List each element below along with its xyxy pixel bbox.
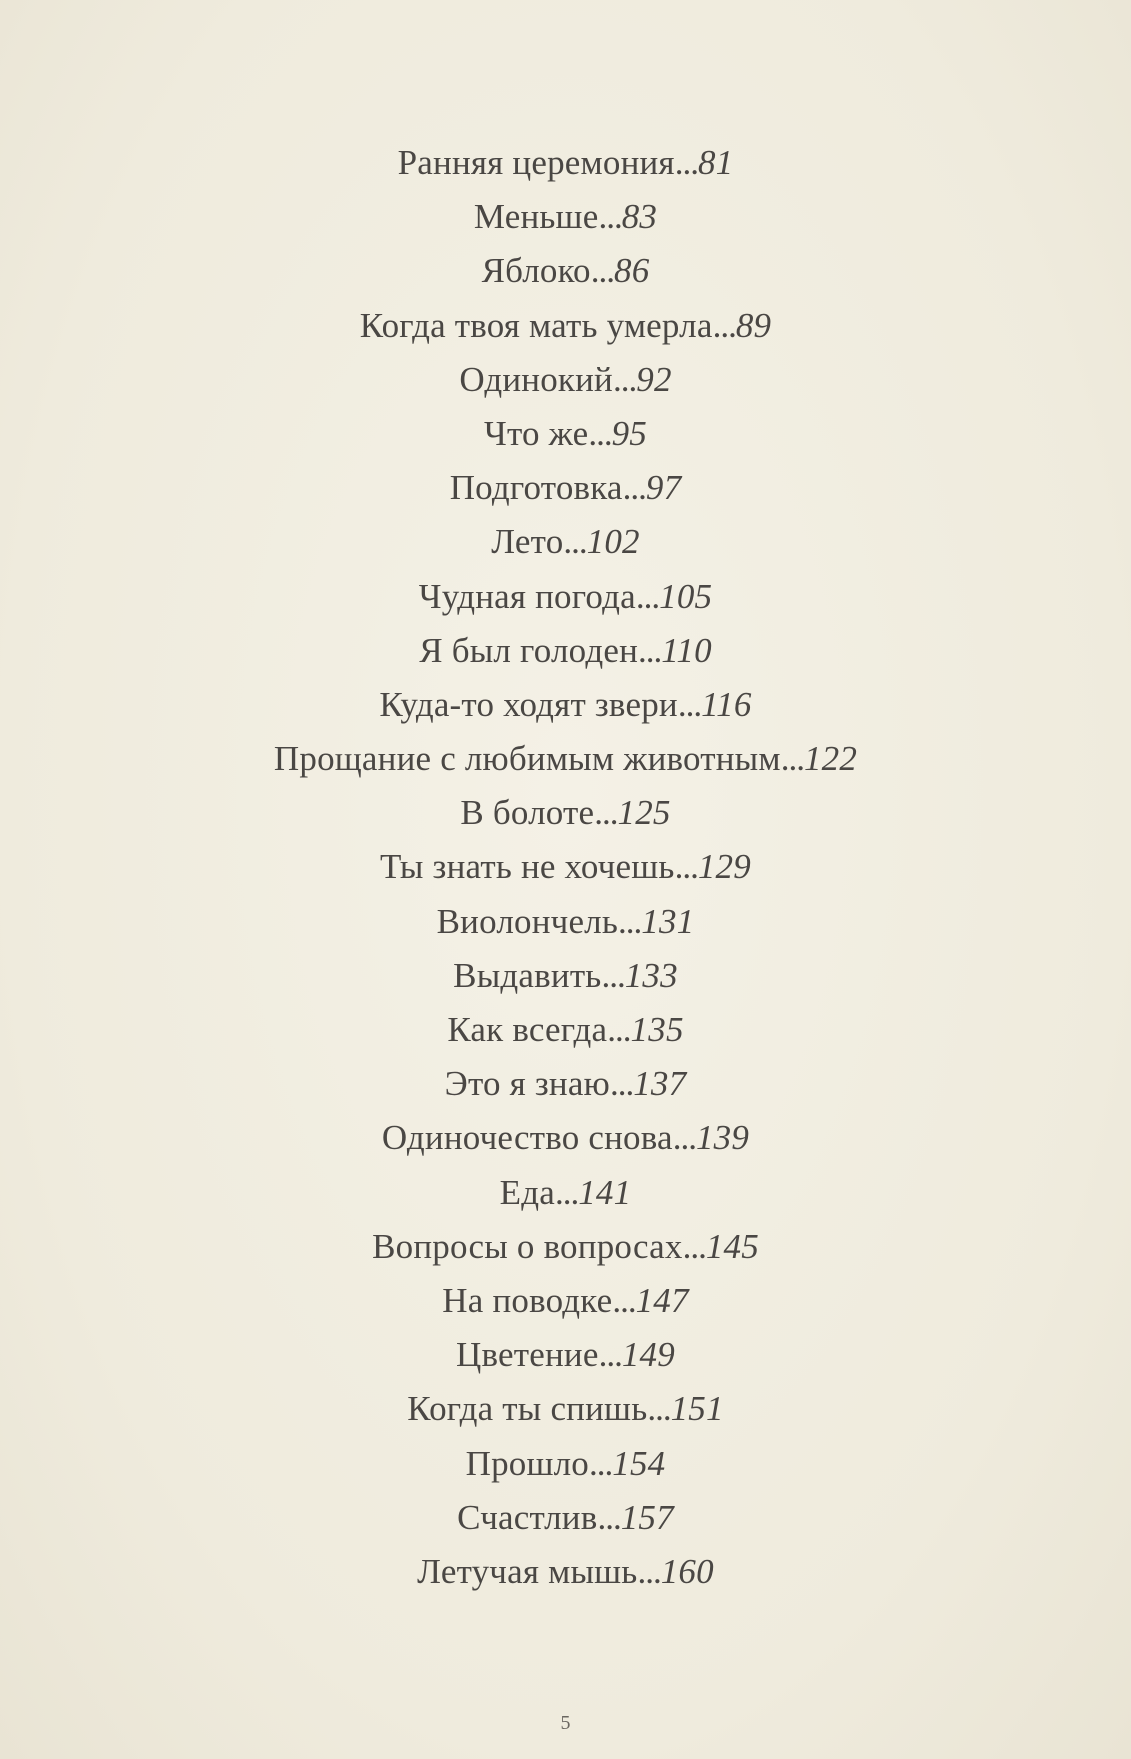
toc-leader: ... — [712, 305, 736, 345]
toc-entry — [0, 1382, 1131, 1436]
toc-entry-title: Когда твоя мать умерла — [359, 305, 713, 345]
toc-entry-title: Прощание с любимым животным — [273, 739, 781, 779]
toc-entry-page: 151 — [670, 1389, 724, 1429]
toc-entry-page: 157 — [620, 1497, 674, 1537]
toc-entry-title: Когда ты спишь — [407, 1389, 648, 1429]
toc-leader: ... — [635, 576, 660, 616]
toc-entry-title: Цветение — [456, 1335, 599, 1375]
toc-entry-title: Меньше — [473, 197, 599, 237]
toc-leader: ... — [597, 1497, 621, 1537]
toc-entry-title: Одинокий — [459, 359, 613, 399]
toc-leader: ... — [594, 793, 618, 833]
toc-entry-title: Вопросы о вопросах — [372, 1226, 683, 1266]
toc-entry-page: 97 — [645, 468, 682, 508]
toc-entry — [0, 1057, 1131, 1111]
toc-leader: ... — [618, 901, 642, 941]
toc-entry — [0, 407, 1131, 461]
toc-entry-title: Выдавить — [453, 955, 602, 995]
toc-leader: ... — [590, 251, 615, 291]
toc-leader: ... — [609, 1064, 634, 1104]
toc-leader: ... — [780, 739, 804, 779]
toc-entry-page: 160 — [660, 1551, 714, 1591]
toc-entry — [0, 732, 1131, 786]
toc-entry — [0, 1545, 1131, 1599]
toc-entry — [0, 244, 1131, 298]
toc-leader: ... — [554, 1172, 579, 1212]
toc-entry-page: 89 — [735, 305, 772, 345]
toc-entry-page: 92 — [636, 359, 672, 399]
toc-leader: ... — [598, 197, 622, 237]
toc-entry-title: В болоте — [460, 793, 595, 833]
toc-entry-title: Летучая мышь — [417, 1551, 638, 1591]
toc-entry-page: 105 — [659, 576, 713, 616]
toc-entry-title: Чудная погода — [418, 576, 636, 616]
toc-entry-page: 141 — [578, 1172, 632, 1212]
toc-entry-page: 102 — [586, 522, 640, 562]
toc-entry-title: Ты знать не хочешь — [380, 847, 675, 887]
toc-entry — [0, 570, 1131, 624]
toc-entry-title: На поводке — [442, 1280, 613, 1320]
toc-leader: ... — [674, 847, 698, 887]
table-of-contents — [0, 136, 1131, 1599]
toc-entry — [0, 1328, 1131, 1382]
toc-entry — [0, 949, 1131, 1003]
toc-entry — [0, 786, 1131, 840]
toc-entry-title: Одиночество снова — [381, 1118, 673, 1158]
toc-entry-page: 154 — [612, 1443, 666, 1483]
toc-leader: ... — [638, 630, 662, 670]
toc-entry-page: 110 — [661, 630, 712, 670]
toc-entry — [0, 353, 1131, 407]
toc-entry-page: 149 — [621, 1335, 675, 1375]
toc-entry — [0, 136, 1131, 190]
toc-entry — [0, 1166, 1131, 1220]
toc-leader: ... — [563, 522, 587, 562]
toc-entry — [0, 1437, 1131, 1491]
toc-entry-page: 135 — [630, 1010, 684, 1049]
toc-entry — [0, 515, 1131, 569]
toc-entry-title: Куда-то ходят звери — [379, 684, 678, 724]
toc-leader: ... — [647, 1389, 671, 1429]
toc-entry-title: Это я знаю — [444, 1064, 610, 1104]
toc-entry-page: 95 — [611, 413, 647, 453]
toc-leader: ... — [672, 1118, 696, 1158]
toc-leader: ... — [613, 359, 637, 399]
toc-leader: ... — [612, 1280, 636, 1320]
toc-entry — [0, 678, 1131, 732]
toc-leader: ... — [622, 468, 646, 508]
toc-entry — [0, 299, 1131, 353]
toc-entry-title: Что же — [484, 413, 589, 453]
toc-entry-page: 139 — [695, 1118, 750, 1158]
toc-entry-title: Лето — [491, 522, 564, 562]
toc-entry-page: 131 — [641, 901, 695, 941]
toc-entry — [0, 1003, 1131, 1057]
toc-entry-title: Еда — [499, 1172, 555, 1212]
toc-leader: ... — [588, 413, 612, 453]
toc-leader: ... — [674, 143, 698, 182]
toc-entry — [0, 1491, 1131, 1545]
toc-leader: ... — [637, 1551, 661, 1591]
toc-entry — [0, 190, 1131, 244]
toc-entry-page: 133 — [624, 955, 678, 995]
toc-entry-page: 83 — [621, 197, 658, 237]
toc-entry-title: Как всегда — [447, 1010, 608, 1049]
toc-leader: ... — [607, 1010, 631, 1049]
toc-entry-title: Яблоко — [481, 251, 591, 291]
toc-entry-page: 122 — [803, 739, 858, 779]
toc-entry-page: 145 — [705, 1226, 759, 1266]
toc-entry-title: Прошло — [465, 1443, 590, 1483]
toc-entry-page: 116 — [701, 684, 752, 724]
toc-entry — [0, 1220, 1131, 1274]
toc-leader: ... — [682, 1226, 706, 1266]
toc-leader: ... — [598, 1335, 622, 1375]
toc-entry-page: 125 — [617, 793, 671, 833]
toc-entry — [0, 1274, 1131, 1328]
toc-entry-title: Виолончель — [436, 901, 618, 941]
toc-entry-title: Я был голоден — [419, 630, 639, 670]
toc-entry — [0, 624, 1131, 678]
toc-entry — [0, 840, 1131, 894]
toc-entry — [0, 895, 1131, 949]
page-number: 5 — [560, 1712, 571, 1734]
toc-entry — [0, 461, 1131, 515]
toc-entry-page: 137 — [633, 1064, 687, 1104]
toc-entry-title: Подготовка — [449, 468, 623, 508]
toc-entry-page: 129 — [697, 847, 751, 887]
toc-leader: ... — [677, 684, 702, 724]
toc-entry — [0, 1111, 1131, 1165]
toc-entry-title: Счастлив — [457, 1497, 598, 1537]
toc-leader: ... — [589, 1443, 613, 1483]
toc-entry-page: 81 — [697, 143, 734, 182]
toc-leader: ... — [601, 955, 625, 995]
toc-entry-title: Ранняя церемония — [397, 143, 675, 182]
toc-entry-page: 147 — [635, 1280, 689, 1320]
toc-entry-page: 86 — [614, 251, 650, 291]
